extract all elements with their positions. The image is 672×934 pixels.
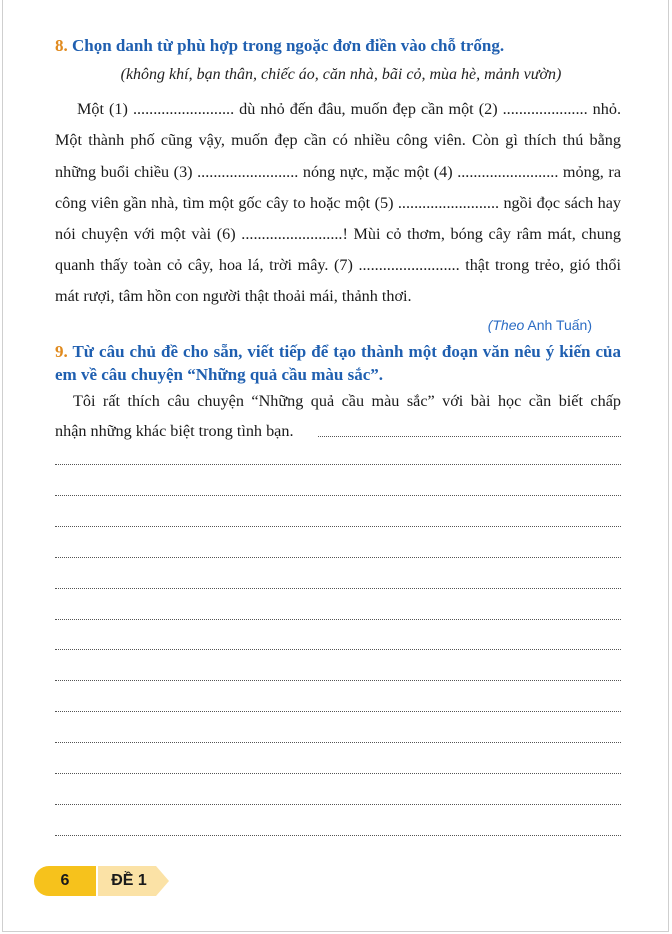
answer-line[interactable] (55, 526, 621, 527)
page-number: 6 (60, 872, 70, 889)
answer-line[interactable] (55, 711, 621, 712)
answer-line[interactable] (55, 619, 621, 620)
source-author: Anh Tuấn) (527, 317, 592, 333)
answer-line[interactable] (55, 649, 621, 650)
prompt-line-2 (55, 419, 621, 443)
exercise-9-title-line-2: em về câu chuyện “Những quả cầu màu sắc”. (55, 365, 384, 384)
prompt-answer-line[interactable] (318, 436, 621, 437)
passage-line-5: nói chuyện với một vài (6) .........................! Mùi cỏ thơm, bóng cây râm mát, chung (55, 225, 621, 243)
passage-line-7: mát rượi, tâm hồn con người thật thoải mái, thảnh thơi. (55, 287, 412, 305)
answer-line[interactable] (55, 588, 621, 589)
exercise-8-heading (55, 34, 504, 58)
exercise-9-number: 9. (55, 342, 68, 361)
passage-line-3: những buổi chiều (3) ......................... nóng nực, mặc một (4) ......................... mỏng, ra (55, 163, 621, 181)
prompt-line-1: Tôi rất thích câu chuyện “Những quả cầu màu sắc” với bài học cần biết chấp (73, 392, 621, 410)
word-bank: (không khí, bạn thân, chiếc áo, căn nhà, bãi cỏ, mùa hè, mảnh vườn) (120, 66, 562, 83)
answer-line[interactable] (55, 464, 621, 465)
answer-line[interactable] (55, 557, 621, 558)
passage-line-2: Một thành phố cũng vậy, muốn đẹp cần có nhiều công viên. Còn gì thích thú bằng (55, 131, 621, 149)
exercise-9-heading-line-1 (55, 340, 621, 364)
source-attribution (488, 317, 592, 333)
exercise-8-number: 8. (55, 36, 68, 55)
section-label: ĐỀ 1 (111, 872, 147, 889)
exercise-8-title: Chọn danh từ phù hợp trong ngoặc đơn điền vào chỗ trống. (72, 36, 505, 55)
section-tag (98, 866, 170, 896)
answer-line[interactable] (55, 773, 621, 774)
prompt-line-2-text: nhận những khác biệt trong tình bạn. (55, 422, 294, 440)
answer-line[interactable] (55, 680, 621, 681)
passage-line-6: quanh thấy toàn cỏ cây, hoa lá, trời mây. (7) ......................... thật trong trẻo, gió thổi (55, 256, 621, 274)
answer-line[interactable] (55, 495, 621, 496)
page-number-badge (34, 866, 96, 896)
source-prefix: (Theo (487, 317, 525, 333)
answer-line[interactable] (55, 835, 621, 836)
passage-line-4: công viên gần nhà, tìm một gốc cây to hoặc một (5) ......................... ngồi đọc sách hay (55, 194, 621, 212)
answer-line[interactable] (55, 742, 621, 743)
answer-line[interactable] (55, 804, 621, 805)
passage-line-1: Một (1) ......................... dù nhỏ đến đâu, muốn đẹp cần một (2) ..................... nhỏ. (77, 100, 621, 118)
exercise-9-title-line-1: Từ câu chủ đề cho sẵn, viết tiếp để tạo thành một đoạn văn nêu ý kiến của (72, 342, 621, 361)
